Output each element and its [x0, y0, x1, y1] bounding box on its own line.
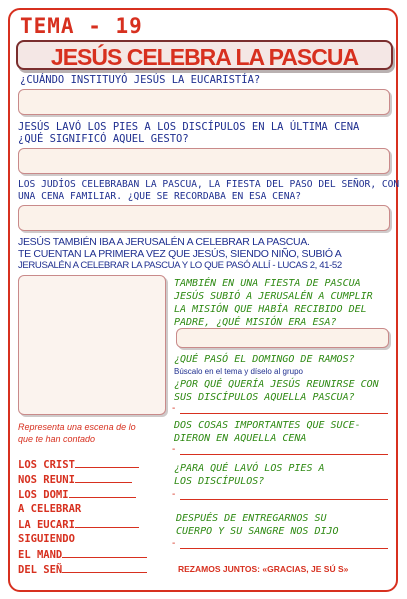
answer-box-cena[interactable]: [18, 205, 390, 231]
fill-item: LA EUCARI: [18, 518, 139, 531]
answer-line-cosas[interactable]: [180, 454, 388, 455]
answer-line-lavo[interactable]: [180, 499, 388, 500]
cosas-line1: DOS COSAS IMPORTANTES QUE SUCE-: [174, 420, 361, 431]
fill-item: LOS DOMI: [18, 488, 136, 501]
lavo-line1: ¿PARA QUÉ LAVÓ LOS PIES A: [174, 463, 325, 474]
question-pascua-line1: LOS JUDÍOS CELEBRABAN LA PASCUA, LA FIESTA DEL PASO DEL SEÑOR, CON: [18, 179, 400, 190]
answer-line-reunirse[interactable]: [180, 413, 388, 414]
question-jerusalen-line3: JERUSALÉN A CELEBRAR LA PASCUA Y LO QUE PASÓ ALLÍ - LUCAS 2, 41-52: [18, 260, 342, 271]
mision-line2: JESÚS SUBIÓ A JERUSALÉN A CUMPLIR: [174, 291, 373, 302]
despues-line2: CUERPO Y SU SANGRE NOS DIJO: [176, 526, 339, 537]
reunirse-line2: SUS DISCÍPULOS AQUELLA PASCUA?: [174, 392, 355, 403]
fill-item: LOS CRIST: [18, 458, 139, 471]
cosas-line2: DIERON EN AQUELLA CENA: [174, 433, 307, 444]
fill-item: A CELEBRAR: [18, 503, 82, 515]
tema-label: TEMA - 19: [20, 14, 143, 38]
mision-line4: PADRE, ¿QUÉ MISIÓN ERA ESA?: [174, 317, 337, 328]
fill-blank[interactable]: [75, 518, 139, 528]
fill-blank[interactable]: [75, 458, 139, 468]
question-lavo-pies-line2: ¿QUÉ SIGNIFICÓ AQUEL GESTO?: [18, 133, 189, 145]
question-pascua-line2: UNA CENA FAMILIAR. ¿QUE SE RECORDABA EN ESA CENA?: [18, 191, 302, 202]
ramos-hint: Búscalo en el tema y díselo al grupo: [174, 367, 303, 376]
dash-marker: -: [172, 538, 176, 549]
drawing-box[interactable]: [18, 275, 166, 415]
reunirse-line1: ¿POR QUÉ QUERÍA JESÚS REUNIRSE CON: [174, 379, 379, 390]
answer-box-mision[interactable]: [176, 328, 389, 348]
fill-blank[interactable]: [62, 563, 147, 573]
mision-line1: TAMBIÉN EN UNA FIESTA DE PASCUA: [174, 278, 361, 289]
lavo-line2: LOS DISCÍPULOS?: [174, 476, 265, 487]
caption-line2: que te han contado: [18, 434, 96, 444]
question-lavo-pies-line1: JESÚS LAVÓ LOS PIES A LOS DISCÍPULOS EN LA ÚLTIMA CENA: [18, 121, 360, 133]
answer-line-despues[interactable]: [180, 548, 388, 549]
fill-item: DEL SEÑ: [18, 563, 147, 576]
question-eucaristia: ¿CUÁNDO INSTITUYÓ JESÚS LA EUCARISTÍA?: [20, 74, 261, 86]
mision-line3: LA MISIÓN QUE HABÍA RECIBIDO DEL: [174, 304, 367, 315]
question-jerusalen-line2: TE CUENTAN LA PRIMERA VEZ QUE JESÚS, SIENDO NIÑO, SUBIÓ A: [18, 248, 342, 260]
page-title: JESÚS CELEBRA LA PASCUA: [50, 44, 359, 70]
dash-marker: -: [172, 489, 176, 500]
fill-item: EL MAND: [18, 548, 147, 561]
caption-line1: Representa una escena de lo: [18, 422, 136, 432]
ramos-question: ¿QUÉ PASÓ EL DOMINGO DE RAMOS?: [174, 354, 355, 365]
answer-box-gesto[interactable]: [18, 148, 390, 174]
fill-blank[interactable]: [69, 488, 136, 498]
title-banner: [16, 40, 393, 70]
fill-blank[interactable]: [75, 473, 132, 483]
dash-marker: -: [172, 444, 176, 455]
dash-marker: -: [172, 403, 176, 414]
answer-box-eucaristia[interactable]: [18, 89, 390, 115]
question-jerusalen-line1: JESÚS TAMBIÉN IBA A JERUSALÉN A CELEBRAR LA PASCUA.: [18, 236, 310, 248]
fill-item: NOS REUNI: [18, 473, 132, 486]
fill-blank[interactable]: [62, 548, 147, 558]
fill-item: SIGUIENDO: [18, 533, 75, 545]
footer-prayer: REZAMOS JUNTOS: «GRACIAS, JE SÚ S»: [178, 564, 349, 574]
despues-line1: DESPUÉS DE ENTREGARNOS SU: [176, 513, 327, 524]
